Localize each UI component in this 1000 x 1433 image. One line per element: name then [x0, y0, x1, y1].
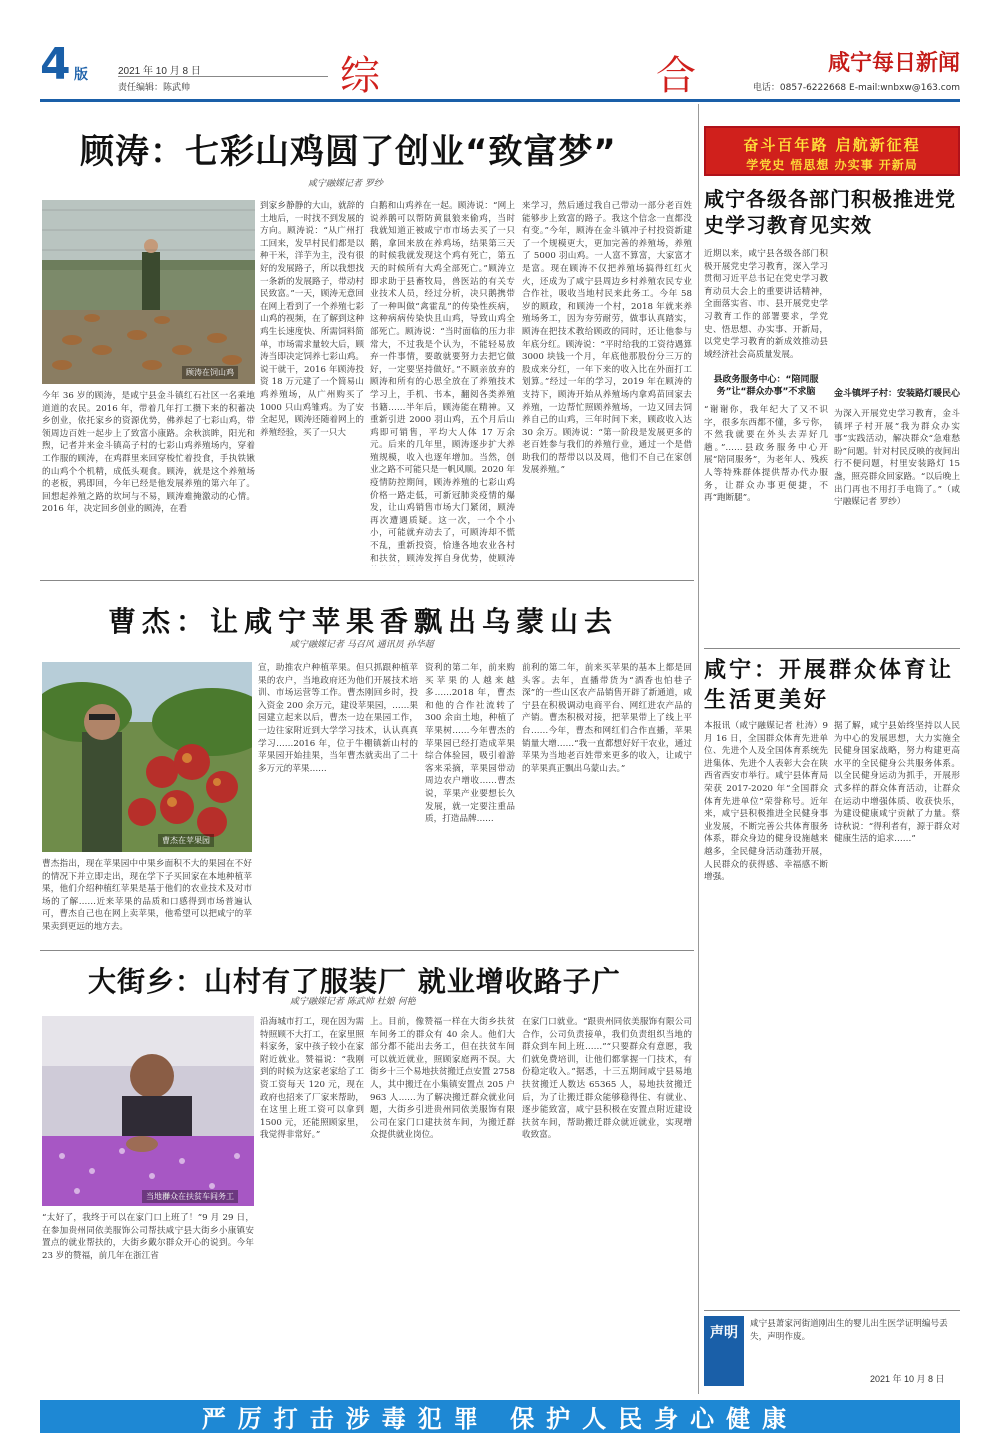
masthead — [40, 40, 960, 98]
right-subhead-2: 金斗镇坪子村：安装路灯暖民心 — [834, 389, 961, 399]
section-char-2: 合 — [656, 53, 700, 99]
article3-col4: 在家门口就业。“跟贵州同依美服饰有限公司合作，公司负责接单，我们负责组织当地的群众到车间上班……”“只要群众有意愿，我们就免费培训，让他们都掌握一门技术，有份稳定收入。”据悉，十三五期间咸宁县易地扶贫搬迁人数达 65365 人，易地扶贫搬迁后，为了让搬迁群众能够稳得住、有就业、逐步能致富，咸宁县积极在安置点附近建设扶贫车间，帮助搬迁群众就近就业，实现增收致富。 — [522, 1017, 692, 1141]
right-text-1: 近期以来，咸宁县各级各部门积极开展党史学习教育，深入学习贯彻习近平总书记在党史学习教育动员大会上的重要讲话精神，全面落实省、市、县开展党史学习教育工作的部署要求，学党史、悟思想、办实事、开新局，以党史学习教育的新成效推动县域经济社会高质量发展。 — [704, 249, 828, 360]
article2-photo — [42, 662, 252, 852]
apple-orchard-image — [42, 662, 252, 852]
article3-photo — [42, 1016, 254, 1206]
article3-col1: “太好了，我终于可以在家门口上班了！”9 月 29 日，在参加贵州同依美服饰公司帮扶咸宁县大街乡小康镇安置点的就业帮扶的，大街乡戴尔群众开心的说到。今年 23 岁的赞福，前几年在浙江省 — [42, 1213, 254, 1261]
editor-credit: 责任编辑：陈武帅 — [118, 83, 191, 93]
right-headline-2: 咸宁：开展群众体育让生活更美好 — [704, 658, 955, 713]
article3-byline: 咸宁融媒记者 陈武帅 杜娘 何艳 — [290, 997, 416, 1007]
pheasant-farm-image — [42, 200, 255, 384]
column-divider — [698, 104, 699, 1394]
statement-text: 咸宁县萧家河街道刚出生的婴儿出生医学证明编号丢失，声明作废。 — [750, 1319, 948, 1342]
article3-col2: 沿海城市打工，现在因为需特照顾不大打工，在家里照料家务，家中孩子较小在家附近就业。赞福说：“我刚到的时候为这家老家给了工资工资每天 120 元，现在政府也招来了厂家来帮助，在这里上班工资可以拿到 1500 元，还能照顾家里，我觉得非常好。” — [260, 1017, 364, 1141]
banner-line-1: 奋斗百年路 启航新征程 — [743, 136, 921, 154]
statement-label-text: 声明 — [710, 1325, 738, 1341]
right-text-2: “谢谢你，我年纪大了又不识字，很多东西都不懂，多亏你，不然我就要在外头去弄好几趟。”……县政务服务中心开展“陪同服务”，为老年人、残疾人等特殊群体提供帮办代办服务，让群众办事更便捷，不再“跑断腿”。 — [704, 405, 828, 504]
right-text-3: 为深入开展党史学习教育，金斗镇坪子村开展“我为群众办实事”实践活动，解决群众“急难愁盼”问题。针对村民反映的夜间出行不便问题，村里安装路灯 15 盏，照亮群众回家路。“以后晚上出门再也不用打手电筒了。”（咸宁融媒记者 罗纱） — [834, 409, 960, 508]
masthead-divider — [40, 99, 960, 102]
section-divider-1 — [40, 580, 694, 581]
article1-col3: 白鹅和山鸡养在一起。顾涛说：“网上说养鹅可以帮防黄鼠狼来偷鸡，当时我就知道正被咸宁市市场去买了一只鹅，拿回来放在养鸡场，结果第三天的时候我就发现这个鸡有死亡，第五天的时候所有大鸡全部死亡。”顾涛立即求助于县畜牧局，兽医站的有关专业技术人员，经过分析，决只鹅携带了一种叫做“禽霍乱”的传染性疾病，这种病病传染快且山鸡，导致山鸡全部死亡。顾涛说：“当时面临的压力非常大，不过我是个认为，不能轻易放弃一件事情，要敢就要努力去把它做好，一定要坚持做好。”不顾亲放弃的顾涛和所有的心思全放在了养殖技术学习上，手机、书本，翻阅各类养殖书籍……半年后，顾涛能在精神。又重新引进 2000 羽山鸡，五个月后山鸡即可销售，平均大人体 17 万余元。后来的几年里，顾涛逐步扩大养殖规模，收入也逐年增加。当然，创业之路不可能只是一帆风顺。2020 年疫情防控期间，顾涛养殖的七彩山鸡价格一路走低，可新冠肺炎疫情的爆发，让山鸡销售市场大门紧闭，顾涛再次遭遇质疑。这一次，一个个小小，可能就弃动去了，可顾涛却不慌不乱，重新投资，恰逢各地农业各村和扶贫，顾涛发挥自身优势，使顾涛 — [370, 201, 515, 564]
article3-col3: 上。目前，像赞福一样在大街乡扶贫车间务工的群众有 40 余人。他们大部分都不能出去务工，但在扶贫车间可以就近就业，照顾家庭两不误。大街乡十三个易地扶贫搬迁点安置 2758 人，其中搬迁在小集镇安置点 205 户 963 人……为了解决搬迁群众就业问题，大街乡引进贵州同依美服饰有限公司在家门口建扶贫车间，为搬迁群众提供就业岗位。 — [370, 1017, 515, 1141]
section-divider-2 — [40, 950, 694, 951]
article2-col4: 前利的第二年，前来买苹果的基本上都是回头客。去年，直播带货为“酒香也怕巷子深”的一些山区农产品销售开辟了新通道，咸宁县在积极调动电商平台、网红进农产品的产销。曹杰积极对接，把苹果带上了线上平台……今年，曹杰和网红们合作直播，苹果销量大增……“我一直都想好好干农业，通过苹果为当地老百姓带来更多的收入，让咸宁的苹果真正飘出乌蒙山去。” — [522, 663, 692, 774]
article1-byline: 咸宁融媒记者 罗纱 — [308, 179, 383, 189]
article2-col3: 资利的第二年，前来购买苹果的人越来越多……2018 年，曹杰和他的合作社流转了 300 余亩土地，种植了苹果树……今年曹杰的苹果园已经打造成苹果综合体验园，吸引着游客来采摘，苹果园带动周边农户增收……曹杰说，苹果产业要想长久发展，就一定要注重品质，打造品牌…… — [425, 663, 515, 825]
section-char-1: 综 — [340, 53, 384, 99]
right-divider-2 — [704, 1310, 960, 1311]
article1-col2: 到家乡静静的大山，就辞的土地后，一时找不到发展的方向。顾涛说：“从广州打工回来，发早村民们都是以种干米，洋芋为主，没有很好的发展路子，所以我想找一条新的发展路子，带动村民致富。”一天，顾涛无意回在网上看到了一个养殖七彩山鸡的视频，在了解到这种鸡生长速度快、所需饲料简单，市场需求量较大后，顾涛当即决定饲养七彩山鸡。说干就干，2016 年顾涛投资 18 万元建了一个简易山鸡养殖场，从广州购买了 1000 只山鸡雏鸡。为了安全起见，顾涛还随着网上的养殖经验，买了一只大 — [260, 201, 364, 438]
page-suffix: 版 — [74, 67, 88, 83]
article2-col2: 宣，助推农户种植苹果。但只抓跟种植苹果的农户，当地政府还为他们开展技术培训、市场运营等工作。曹杰刚回乡时，投入资金 200 余万元，建设苹果园，……果园建立起来以后，曹杰一边在果园工作，一边往家附近到大学学习技术，认认真真学习……2016 年，位于牛棚镇新山村的苹果园开始挂果，当年曹杰就卖出了二十多万元的苹果…… — [258, 663, 418, 774]
footer-banner — [40, 1400, 960, 1433]
article1-headline: 顾涛：七彩山鸡圆了创业“致富梦” — [80, 132, 617, 172]
article3-photo-caption: 当地群众在扶贫车间务工 — [142, 1190, 238, 1203]
right-subhead-1: 县政务服务中心：“陪同服务”让“群众办事”不求脑 — [713, 375, 819, 397]
article1-photo — [42, 200, 255, 384]
article2-col1: 曹杰指出，现在苹果园中中果乡面积不大的果园在不好的情况下并立即走出，现在学下子买回家在本地种植苹果，他们介绍种植红苹果是基于他们的农业技术及对市场的了解……近来苹果的品质和口感得到市场普遍认可，曹杰自己也在网上卖苹果，他希望可以把咸宁的苹果卖到更远的地方去。 — [42, 859, 252, 932]
article2-photo-caption: 曹杰在苹果园 — [158, 834, 214, 847]
issue-date: 2021 年 10 月 8 日 — [118, 66, 201, 77]
garment-workshop-image — [42, 1016, 254, 1206]
masthead-rule — [118, 76, 328, 77]
paper-name: 咸宁每日新闻 — [827, 50, 960, 76]
statement-date: 2021 年 10 月 8 日 — [870, 1374, 945, 1384]
banner-line-2: 学党史 悟思想 办实事 开新局 — [746, 158, 918, 172]
article2-headline: 曹杰：让咸宁苹果香飘出乌蒙山去 — [108, 605, 619, 638]
article1-col1: 今年 36 岁的顾涛，是咸宁县金斗镇红石社区一名乘地道道的农民。2016 年，带着几年打工攒下来的积蓄决乡创业，依托家乡的资源优势，佛养起了七彩山鸡，带领周边百姓一起步上了致富小康路。余秋滨眸，阳光和煦，记者并来金斗镇高子村的七彩山鸡养殖场内，穿着工作服的顾涛，在鸡群里来回穿梭忙着投食，手执铁锹的山鸡个个机精，成低头观食。顾涛，就是这个养殖场的老板，鸦即回，今年已经是他发展养殖的第六年了。回想起养殖之路的坎坷与不易，顾涛难掩激动的心情。2016 年，决定回乡创业的顾涛，在看 — [42, 391, 255, 515]
right-headline-1: 咸宁各级各部门积极推进党史学习教育见实效 — [704, 187, 956, 237]
article1-col4: 来学习，然后通过我自己带动一部分老百姓能够步上致富的路子。我这个信念一直都没有变。”今年，顾涛在金斗镇冲子村投资新建了一个规模更大，更加完善的养殖场，养殖了 5000 羽山鸡。一人富不算富，大家富才是富。现在顾涛不仅把养殖场搞得红红火火，还成为了咸宁县周边乡村养殖农民专业合作社，吸收当地村民来此务工。今年 58 岁的顾政，和顾涛一个村，2018 年就来养殖场务工，因为夯劳耐劳，做事认真踏实，顾涛在把技术教给顾政的同时，还让他参与年底分红。顾涛说：“平时给我的工资待遇算 3000 块钱一个月，年底他那股份分三万的股成来分红，一年下来的收入比在外面打工划算。”经过一年的学习，2019 年在顾涛的支持下，顾涛开始从养殖场内拿鸡苗回家去养殖，一边帮忙照顾养殖场，一边又回去饲养自己的山鸡，三年时间下来，顾政收入达 30 余万。顾涛说：“第一阶段是发展更多的老百姓参与我们的养殖行业，通过一个是借助我们的帮带以以及周，他们不自己在家创发展养殖。” — [522, 201, 692, 476]
contact-info: 电话：0857-6222668 E-mail:wnbxw@163.com — [752, 83, 960, 93]
right-text-4: 本报讯（咸宁融媒记者 杜涛）9 月 16 日，全国群众体育先进单位、先进个人及全国体育系统先进集体、先进个人表彰大会在陕西省西安市举行。咸宁县体育局荣获 2017-2020 年“全国群众体育先进单位”荣誉称号。近年来，咸宁县积极推进全民健身事业发展，不断完善公共体育服务体系，群众身边的健身设施越来越多，全民健身活动蓬勃开展，人民群众的获得感、幸福感不断增强。 — [704, 721, 828, 883]
right-divider-1 — [704, 648, 960, 649]
footer-slogan: 严厉打击涉毒犯罪 保护人民身心健康 — [201, 1405, 799, 1433]
party-history-banner — [704, 126, 960, 176]
article3-headline: 大街乡：山村有了服装厂 就业增收路子广 — [88, 965, 621, 998]
right-text-5: 据了解，咸宁县始终坚持以人民为中心的发展思想，大力实施全民健身国家战略，努力构建更高水平的全民健身公共服务体系。以全民健身运动为抓手，开展形式多样的群众体育活动，让群众在运动中增强体质、收获快乐，为建设健康咸宁贡献了力量。蔡诗秋说：“得利者有，源于群众对健康生活的追求……” — [834, 721, 960, 845]
statement-label — [704, 1316, 744, 1386]
article2-byline: 咸宁融媒记者 马召风 通讯员 孙华超 — [290, 640, 434, 650]
section-title — [340, 44, 700, 101]
page-number: 4 — [40, 39, 71, 90]
article1-photo-caption: 顾涛在饲山鸡 — [182, 366, 238, 379]
